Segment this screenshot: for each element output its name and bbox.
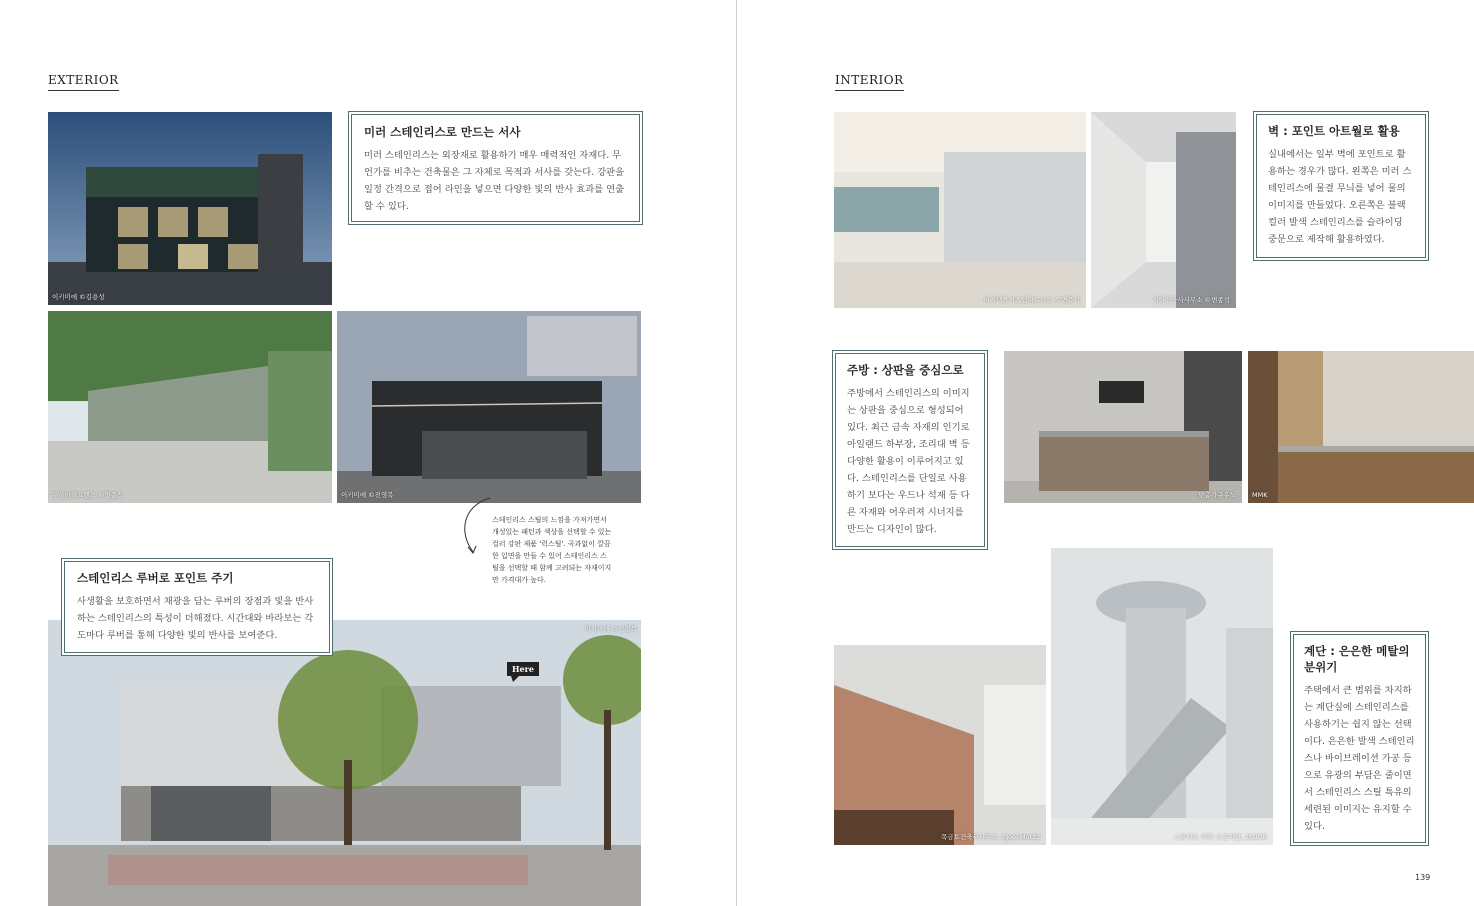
box-title: 계단 : 은은한 메탈의 분위기 xyxy=(1304,644,1410,674)
box-title: 주방 : 상판을 중심으로 xyxy=(847,363,964,377)
spiral-stair-image xyxy=(1051,548,1273,845)
material-note: 스테인리스 스틸의 느낌을 가져가면서 개성있는 패턴과 색상을 선택할 수 있는 컬러 강판 제품 '럭스틸'. 곡과없이 깔끔한 입면을 만들 수 있어 스테인리스 스틸을 선택할 때 함께 고려되는 자재이지만 가격대가 높다. xyxy=(492,516,612,584)
louver-textbox xyxy=(64,561,330,653)
photo-stair-copper xyxy=(834,645,1046,845)
kitchen-island-image xyxy=(1004,351,1242,503)
kitchen-wood-image xyxy=(1248,351,1474,503)
photo-mirror-building xyxy=(48,112,332,305)
wall-textbox xyxy=(1256,114,1426,258)
photo-credit: MMK xyxy=(1252,491,1268,499)
photo-credit: 스튜디오 이륙 ©손미현, 2LOOK xyxy=(1173,833,1267,841)
section-heading-exterior: EXTERIOR xyxy=(48,73,119,91)
box-title: 미러 스테인리스로 만드는 서사 xyxy=(364,125,521,139)
stair-copper-image xyxy=(834,645,1046,845)
photo-hallway xyxy=(1091,112,1236,308)
photo-kitchen-island xyxy=(1004,351,1242,503)
photo-credit: 지안건축사사무소 ©변종석 xyxy=(1152,296,1230,304)
mirror-stainless-textbox xyxy=(351,114,640,222)
box-title: 스테인리스 루버로 포인트 주기 xyxy=(77,571,234,585)
box-body: 미러 스테인리스는 외장재로 활용하기 매우 매력적인 자재다. 무언가를 비추는 건축물은 그 자체로 목적과 서사를 갖는다. 강판을 일정 간격으로 접어 라인을 넣으면 다양한 빛의 반사 효과를 연출할 수 있다. xyxy=(364,150,625,212)
here-tag xyxy=(507,662,539,682)
photo-credit: 이키미에 ©진영복 xyxy=(584,625,637,633)
photo-credit: 아키텍츠커스텀파트너스 ©변종석 xyxy=(983,296,1080,304)
here-tag-label: Here xyxy=(507,662,539,676)
photo-cafe xyxy=(834,112,1086,308)
photo-credit: 이키미에 ©진영복 xyxy=(341,491,394,499)
page-number: 139 xyxy=(1415,873,1431,882)
photo-credit: 이키미에 ©김용성 xyxy=(52,293,105,301)
box-body: 실내에서는 일부 벽에 포인트로 활용하는 경우가 많다. 왼쪽은 미러 스테인리스에 물결 무늬를 넣어 물의 이미지를 만들었다. 오른쪽은 블랙 컬러 발색 스테인리스를 슬라이딩 중문으로 제작해 활용하였다. xyxy=(1268,149,1412,245)
kitchen-textbox xyxy=(835,353,985,547)
box-body: 주택에서 큰 범위를 차지하는 계단실에 스테인리스를 사용하기는 쉽지 않는 선택이다. 은은한 발색 스테인리스나 바이브레이션 가공 등으로 유광의 부담은 줄이면서 스테인리스 스틸 특유의 세련된 이미지는 유지할 수 있다. xyxy=(1304,685,1415,832)
photo-credit: 맞춤가구우노 xyxy=(1198,491,1236,499)
photo-credit: 목금토건축사사무소 ©Joel Moritz xyxy=(941,833,1040,841)
photo-night-house xyxy=(337,311,641,503)
box-title: 벽 : 포인트 아트월로 활용 xyxy=(1268,124,1400,138)
stair-textbox xyxy=(1293,634,1426,843)
mirror-building-image xyxy=(48,112,332,305)
cafe-image xyxy=(834,112,1086,308)
photo-credit: 푸하하하프렌즈 ©변종석 xyxy=(52,491,124,499)
photo-spiral-stair xyxy=(1051,548,1273,845)
photo-mirror-wall xyxy=(48,311,332,503)
curved-arrow-icon xyxy=(455,490,495,560)
photo-kitchen-wood xyxy=(1248,351,1474,503)
page-fold xyxy=(736,0,737,906)
box-body: 사생활을 보호하면서 채광을 담는 루버의 장점과 빛을 반사하는 스테인리스의 특성이 더해졌다. 시간대와 바라보는 각도마다 루버를 통해 다양한 빛의 반사를 보여준다. xyxy=(77,596,314,641)
section-heading-interior: INTERIOR xyxy=(835,73,904,91)
photo-louver-house xyxy=(48,620,641,906)
speech-tail-icon xyxy=(511,676,521,682)
box-body: 주방에서 스테인리스의 이미지는 상판을 중심으로 형성되어 있다. 최근 금속 자재의 인기로 아일랜드 하부장, 조리대 벽 등 다양한 활용이 이루어지고 있다. 스테인리스를 단일로 사용하기 보다는 우드나 석재 등 다른 자재와 어우러져 시너지를 만드는 디자인이 많다. xyxy=(847,388,970,535)
louver-house-image xyxy=(48,620,641,906)
mirror-wall-image xyxy=(48,311,332,503)
hallway-image xyxy=(1091,112,1236,308)
night-house-image xyxy=(337,311,641,503)
